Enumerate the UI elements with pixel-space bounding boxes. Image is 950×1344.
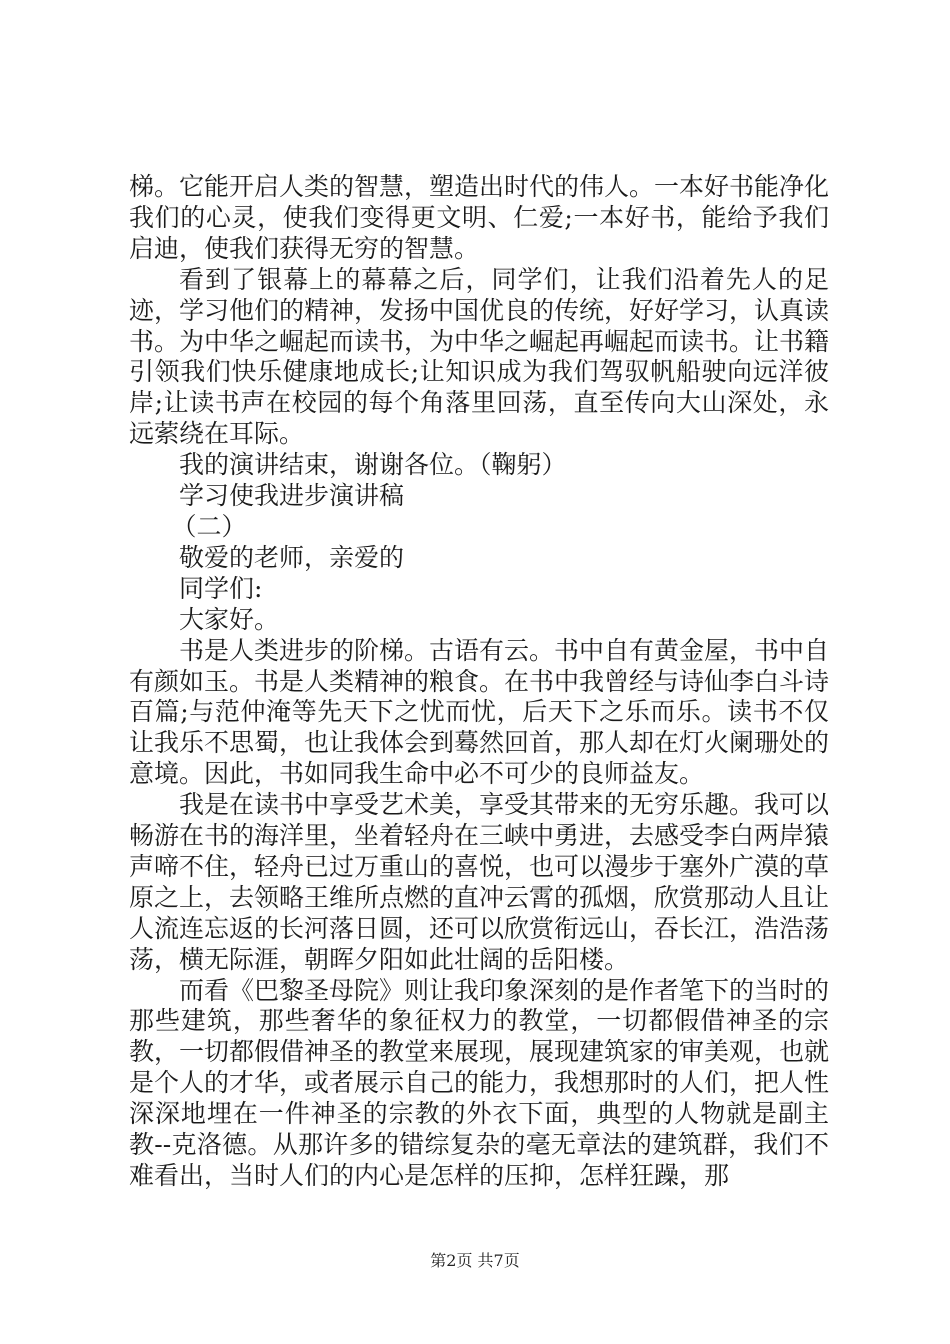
paragraph-call-to-read: 看到了银幕上的幕幕之后，同学们，让我们沿着先人的足迹，学习他们的精神，发扬中国优良的传统，好好学习，认真读书。为中华之崛起而读书，为中华之崛起再崛起而读书。让书籍引领我们快乐健康地成长;让知识成为我们驾驭帆船驶向远洋彼岸;让读书声在校园的每个角落里回荡，直至传向大山深处，永远萦绕在耳际。 (129, 264, 830, 449)
paragraph-notre-dame: 而看《巴黎圣母院》则让我印象深刻的是作者笔下的当时的那些建筑，那些奢华的象征权力的教堂，一切都假借神圣的宗教，一切都假借神圣的教堂来展现，展现建筑家的审美观，也就是个人的才华，或者展示自己的能力，我想那时的人们，把人性深深地埋在一件神圣的宗教的外衣下面，典型的人物就是副主教--克洛德。从那许多的错综复杂的毫无章法的建筑群，我们不难看出，当时人们的内心是怎样的压抑，怎样狂躁，那 (129, 975, 830, 1190)
paragraph-continued: 梯。它能开启人类的智慧，塑造出时代的伟人。一本好书能净化我们的心灵，使我们变得更文明、仁爱;一本好书，能给予我们启迪，使我们获得无穷的智慧。 (129, 172, 830, 263)
greeting: 大家好。 (179, 604, 280, 634)
speech-closing: 我的演讲结束，谢谢各位。（鞠躬） (179, 450, 567, 480)
paragraph-art-beauty: 我是在读书中享受艺术美，享受其带来的无穷乐趣。我可以畅游在书的海洋里，坐着轻舟在三峡中勇进，去感受李白两岸猿声啼不住，轻舟已过万重山的喜悦，也可以漫步于塞外广漠的草原之上，去领略王维所点燃的直冲云霄的孤烟，欣赏那动人且让人流连忘返的长河落日圆，还可以欣赏衔远山，吞长江，浩浩荡荡，横无际涯，朝晖夕阳如此壮阔的岳阳楼。 (129, 790, 830, 974)
salutation-teachers: 敬爱的老师，亲爱的 (179, 542, 405, 572)
page-footer: 第2页 共7页 (430, 1251, 520, 1270)
speech-title: 学习使我进步演讲稿 (179, 481, 405, 511)
salutation-students: 同学们: (179, 573, 263, 603)
document-body (129, 172, 829, 1192)
section-number: （二） (171, 511, 247, 541)
paragraph-books-ladder: 书是人类进步的阶梯。古语有云。书中自有黄金屋，书中自有颜如玉。书是人类精神的粮食。在书中我曾经与诗仙李白斗诗百篇;与范仲淹等先天下之忧而忧，后天下之乐而乐。读书不仅让我乐不思蜀，也让我体会到蓦然回首，那人却在灯火阑珊处的意境。因此，书如同我生命中必不可少的良师益友。 (129, 635, 830, 789)
